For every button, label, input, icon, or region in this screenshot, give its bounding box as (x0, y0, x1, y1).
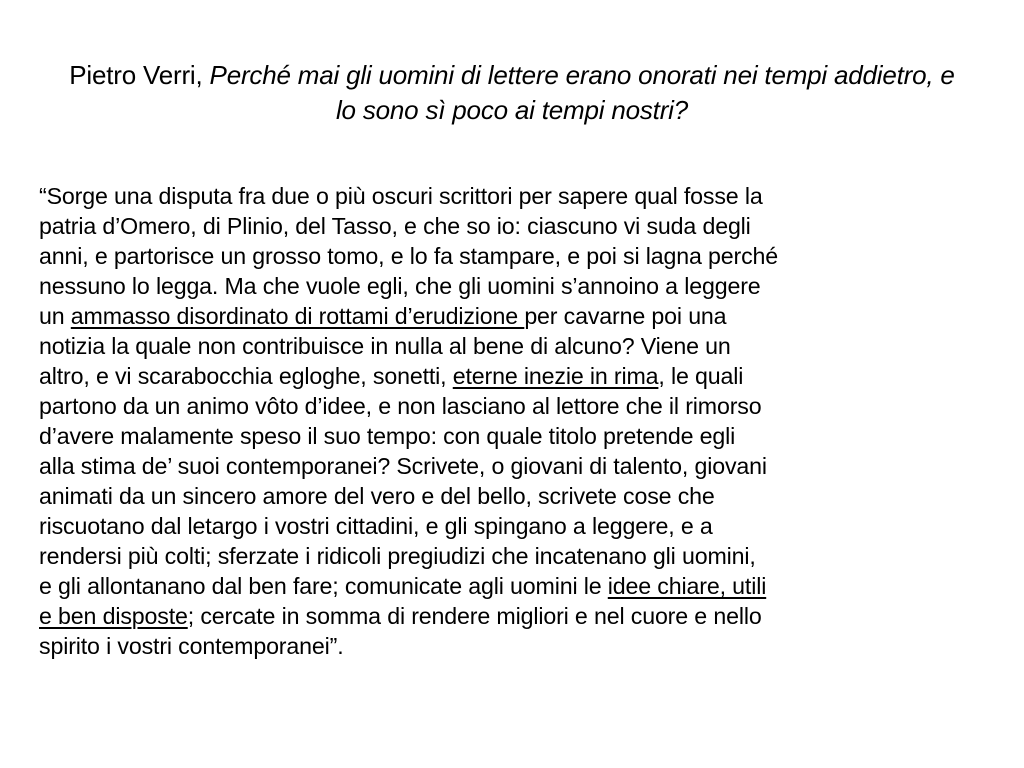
underlined-phrase-disposte: e ben disposte (39, 603, 188, 629)
quote-line (39, 301, 969, 331)
quote-line: partono da un animo vôto d’idee, e non lasciano al lettore che il rimorso (39, 393, 762, 419)
underlined-phrase-idee: idee chiare, utili (607, 573, 767, 599)
quote-body (39, 181, 969, 661)
quote-line: anni, e partorisce un grosso tomo, e lo fa stampare, e poi si lagna perché (39, 243, 779, 269)
quote-line (39, 361, 969, 391)
quote-line: rendersi più colti; sferzate i ridicoli pregiudizi che incatenano gli uomini, (39, 543, 756, 569)
quote-line: patria d’Omero, di Plinio, del Tasso, e che so io: ciascuno vi suda degli (39, 213, 751, 239)
quote-line: alla stima de’ suoi contemporanei? Scrivete, o giovani di talento, giovani (39, 453, 767, 479)
quote-text: un (39, 303, 71, 329)
title-author: Pietro Verri, (69, 60, 203, 90)
quote-text: ; cercate in somma di rendere migliori e nel cuore e nello (187, 603, 762, 629)
slide-title (60, 58, 964, 128)
quote-line: animati da un sincero amore del vero e del bello, scrivete cose che (39, 483, 715, 509)
quote-line: d’avere malamente speso il suo tempo: con quale titolo pretende egli (39, 423, 736, 449)
quote-line (39, 601, 969, 631)
quote-text: altro, e vi scarabocchia egloghe, sonetti, (39, 363, 453, 389)
quote-line: “Sorge una disputa fra due o più oscuri scrittori per sapere qual fosse la (39, 183, 763, 209)
quote-text: per cavarne poi una (524, 303, 727, 329)
underlined-phrase-erudizione: ammasso disordinato di rottami d’erudizione (70, 303, 525, 329)
quote-line: notizia la quale non contribuisce in nulla al bene di alcuno? Viene un (39, 333, 731, 359)
quote-line: spirito i vostri contemporanei”. (39, 633, 344, 659)
title-work: Perché mai gli uomini di lettere erano onorati nei tempi addietro, e lo sono sì poco ai tempi nostri? (209, 60, 955, 125)
quote-line: riscuotano dal letargo i vostri cittadini, e gli spingano a leggere, e a (39, 513, 713, 539)
underlined-phrase-inezie: eterne inezie in rima (452, 363, 659, 389)
quote-text: , le quali (658, 363, 744, 389)
quote-line: nessuno lo legga. Ma che vuole egli, che gli uomini s’annoino a leggere (39, 273, 761, 299)
quote-line (39, 571, 969, 601)
quote-text: e gli allontanano dal ben fare; comunicate agli uomini le (39, 573, 608, 599)
